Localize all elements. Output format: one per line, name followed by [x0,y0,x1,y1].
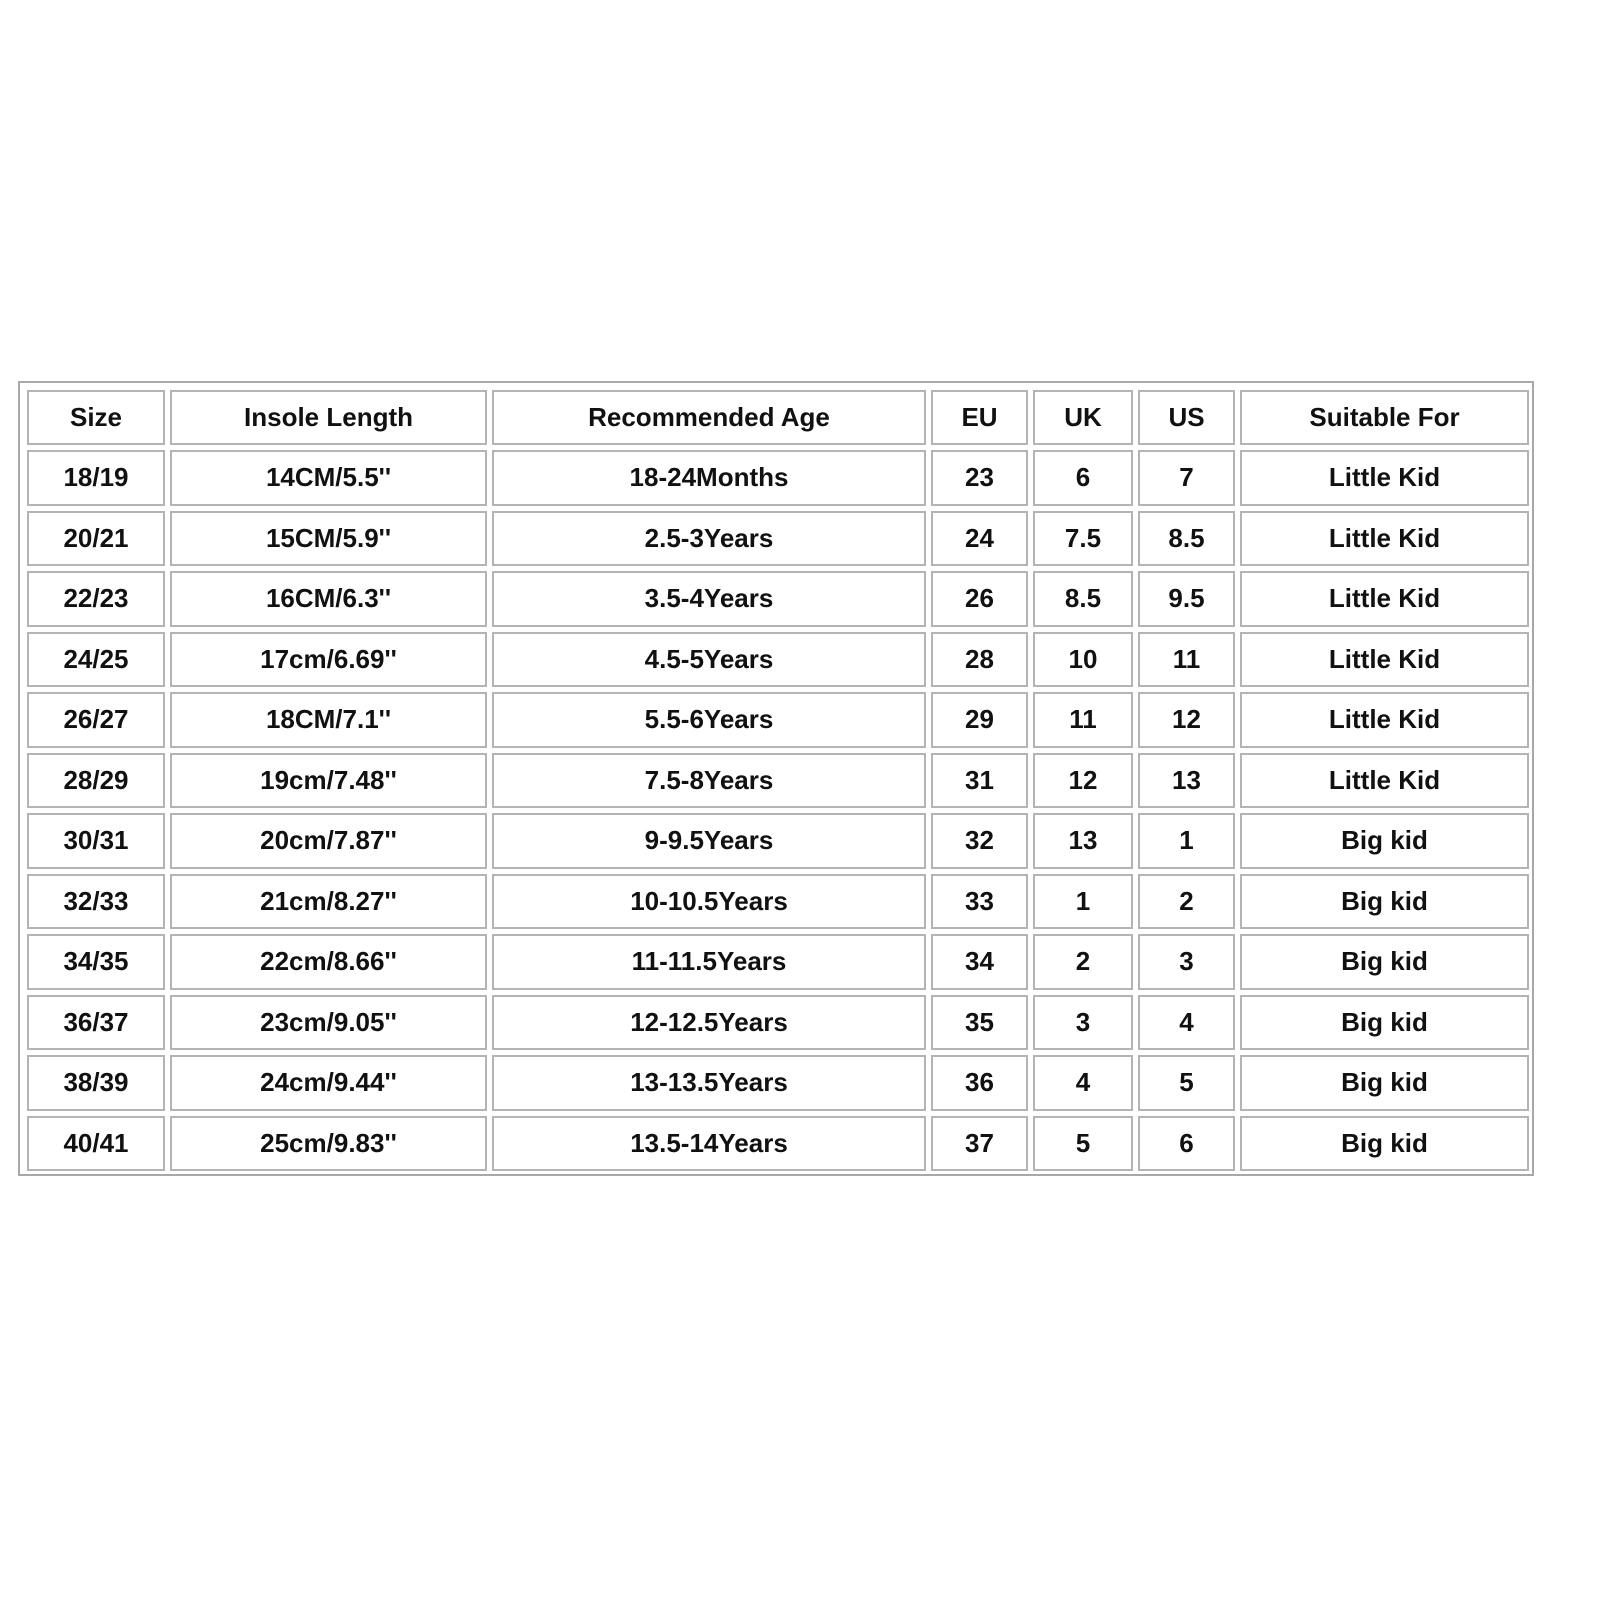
cell-size: 24/25 [27,632,165,688]
cell-uk: 2 [1033,934,1133,990]
cell-us: 3 [1138,934,1235,990]
cell-recommended-age: 9-9.5Years [492,813,926,869]
cell-suitable-for: Big kid [1240,874,1529,930]
cell-recommended-age: 5.5-6Years [492,692,926,748]
cell-suitable-for: Big kid [1240,1116,1529,1172]
cell-eu: 26 [931,571,1028,627]
size-chart-table [22,385,1534,1176]
header-suitable-for: Suitable For [1240,390,1529,445]
cell-insole-length: 22cm/8.66'' [170,934,487,990]
cell-us: 9.5 [1138,571,1235,627]
cell-eu: 28 [931,632,1028,688]
cell-us: 5 [1138,1055,1235,1111]
table-row [27,934,1529,990]
cell-us: 7 [1138,450,1235,506]
cell-size: 28/29 [27,753,165,809]
cell-insole-length: 19cm/7.48'' [170,753,487,809]
cell-uk: 5 [1033,1116,1133,1172]
cell-suitable-for: Little Kid [1240,753,1529,809]
cell-size: 18/19 [27,450,165,506]
cell-recommended-age: 13.5-14Years [492,1116,926,1172]
cell-size: 32/33 [27,874,165,930]
table-row [27,753,1529,809]
cell-suitable-for: Big kid [1240,813,1529,869]
cell-eu: 35 [931,995,1028,1051]
cell-insole-length: 17cm/6.69'' [170,632,487,688]
header-size: Size [27,390,165,445]
cell-us: 1 [1138,813,1235,869]
table-row [27,813,1529,869]
cell-us: 2 [1138,874,1235,930]
cell-us: 13 [1138,753,1235,809]
cell-eu: 37 [931,1116,1028,1172]
cell-recommended-age: 11-11.5Years [492,934,926,990]
table-row [27,995,1529,1051]
cell-suitable-for: Big kid [1240,1055,1529,1111]
cell-insole-length: 15CM/5.9'' [170,511,487,567]
cell-uk: 10 [1033,632,1133,688]
cell-insole-length: 14CM/5.5'' [170,450,487,506]
cell-size: 34/35 [27,934,165,990]
table-row [27,1055,1529,1111]
table-row [27,632,1529,688]
cell-size: 20/21 [27,511,165,567]
cell-eu: 34 [931,934,1028,990]
table-row [27,571,1529,627]
cell-uk: 1 [1033,874,1133,930]
cell-us: 11 [1138,632,1235,688]
cell-size: 40/41 [27,1116,165,1172]
cell-us: 6 [1138,1116,1235,1172]
header-uk: UK [1033,390,1133,445]
header-eu: EU [931,390,1028,445]
size-chart [18,381,1534,1176]
cell-recommended-age: 2.5-3Years [492,511,926,567]
table-row [27,1116,1529,1172]
cell-uk: 12 [1033,753,1133,809]
cell-recommended-age: 12-12.5Years [492,995,926,1051]
cell-us: 4 [1138,995,1235,1051]
cell-size: 30/31 [27,813,165,869]
cell-eu: 24 [931,511,1028,567]
cell-suitable-for: Little Kid [1240,511,1529,567]
table-row [27,450,1529,506]
cell-insole-length: 25cm/9.83'' [170,1116,487,1172]
cell-insole-length: 18CM/7.1'' [170,692,487,748]
cell-eu: 36 [931,1055,1028,1111]
cell-size: 22/23 [27,571,165,627]
header-row [27,390,1529,445]
cell-recommended-age: 4.5-5Years [492,632,926,688]
cell-uk: 11 [1033,692,1133,748]
cell-size: 26/27 [27,692,165,748]
cell-insole-length: 23cm/9.05'' [170,995,487,1051]
header-us: US [1138,390,1235,445]
cell-uk: 13 [1033,813,1133,869]
cell-recommended-age: 7.5-8Years [492,753,926,809]
cell-us: 8.5 [1138,511,1235,567]
cell-insole-length: 20cm/7.87'' [170,813,487,869]
cell-suitable-for: Big kid [1240,995,1529,1051]
cell-eu: 31 [931,753,1028,809]
cell-suitable-for: Little Kid [1240,571,1529,627]
table-row [27,692,1529,748]
cell-size: 38/39 [27,1055,165,1111]
cell-suitable-for: Little Kid [1240,450,1529,506]
cell-insole-length: 21cm/8.27'' [170,874,487,930]
cell-insole-length: 24cm/9.44'' [170,1055,487,1111]
cell-size: 36/37 [27,995,165,1051]
table-row [27,874,1529,930]
cell-eu: 23 [931,450,1028,506]
cell-uk: 4 [1033,1055,1133,1111]
cell-uk: 7.5 [1033,511,1133,567]
header-recommended-age: Recommended Age [492,390,926,445]
cell-uk: 3 [1033,995,1133,1051]
cell-suitable-for: Big kid [1240,934,1529,990]
cell-us: 12 [1138,692,1235,748]
cell-recommended-age: 3.5-4Years [492,571,926,627]
cell-recommended-age: 10-10.5Years [492,874,926,930]
table-row [27,511,1529,567]
cell-uk: 6 [1033,450,1133,506]
cell-insole-length: 16CM/6.3'' [170,571,487,627]
cell-eu: 32 [931,813,1028,869]
cell-suitable-for: Little Kid [1240,632,1529,688]
cell-eu: 29 [931,692,1028,748]
cell-eu: 33 [931,874,1028,930]
cell-recommended-age: 13-13.5Years [492,1055,926,1111]
cell-suitable-for: Little Kid [1240,692,1529,748]
cell-uk: 8.5 [1033,571,1133,627]
cell-recommended-age: 18-24Months [492,450,926,506]
header-insole-length: Insole Length [170,390,487,445]
